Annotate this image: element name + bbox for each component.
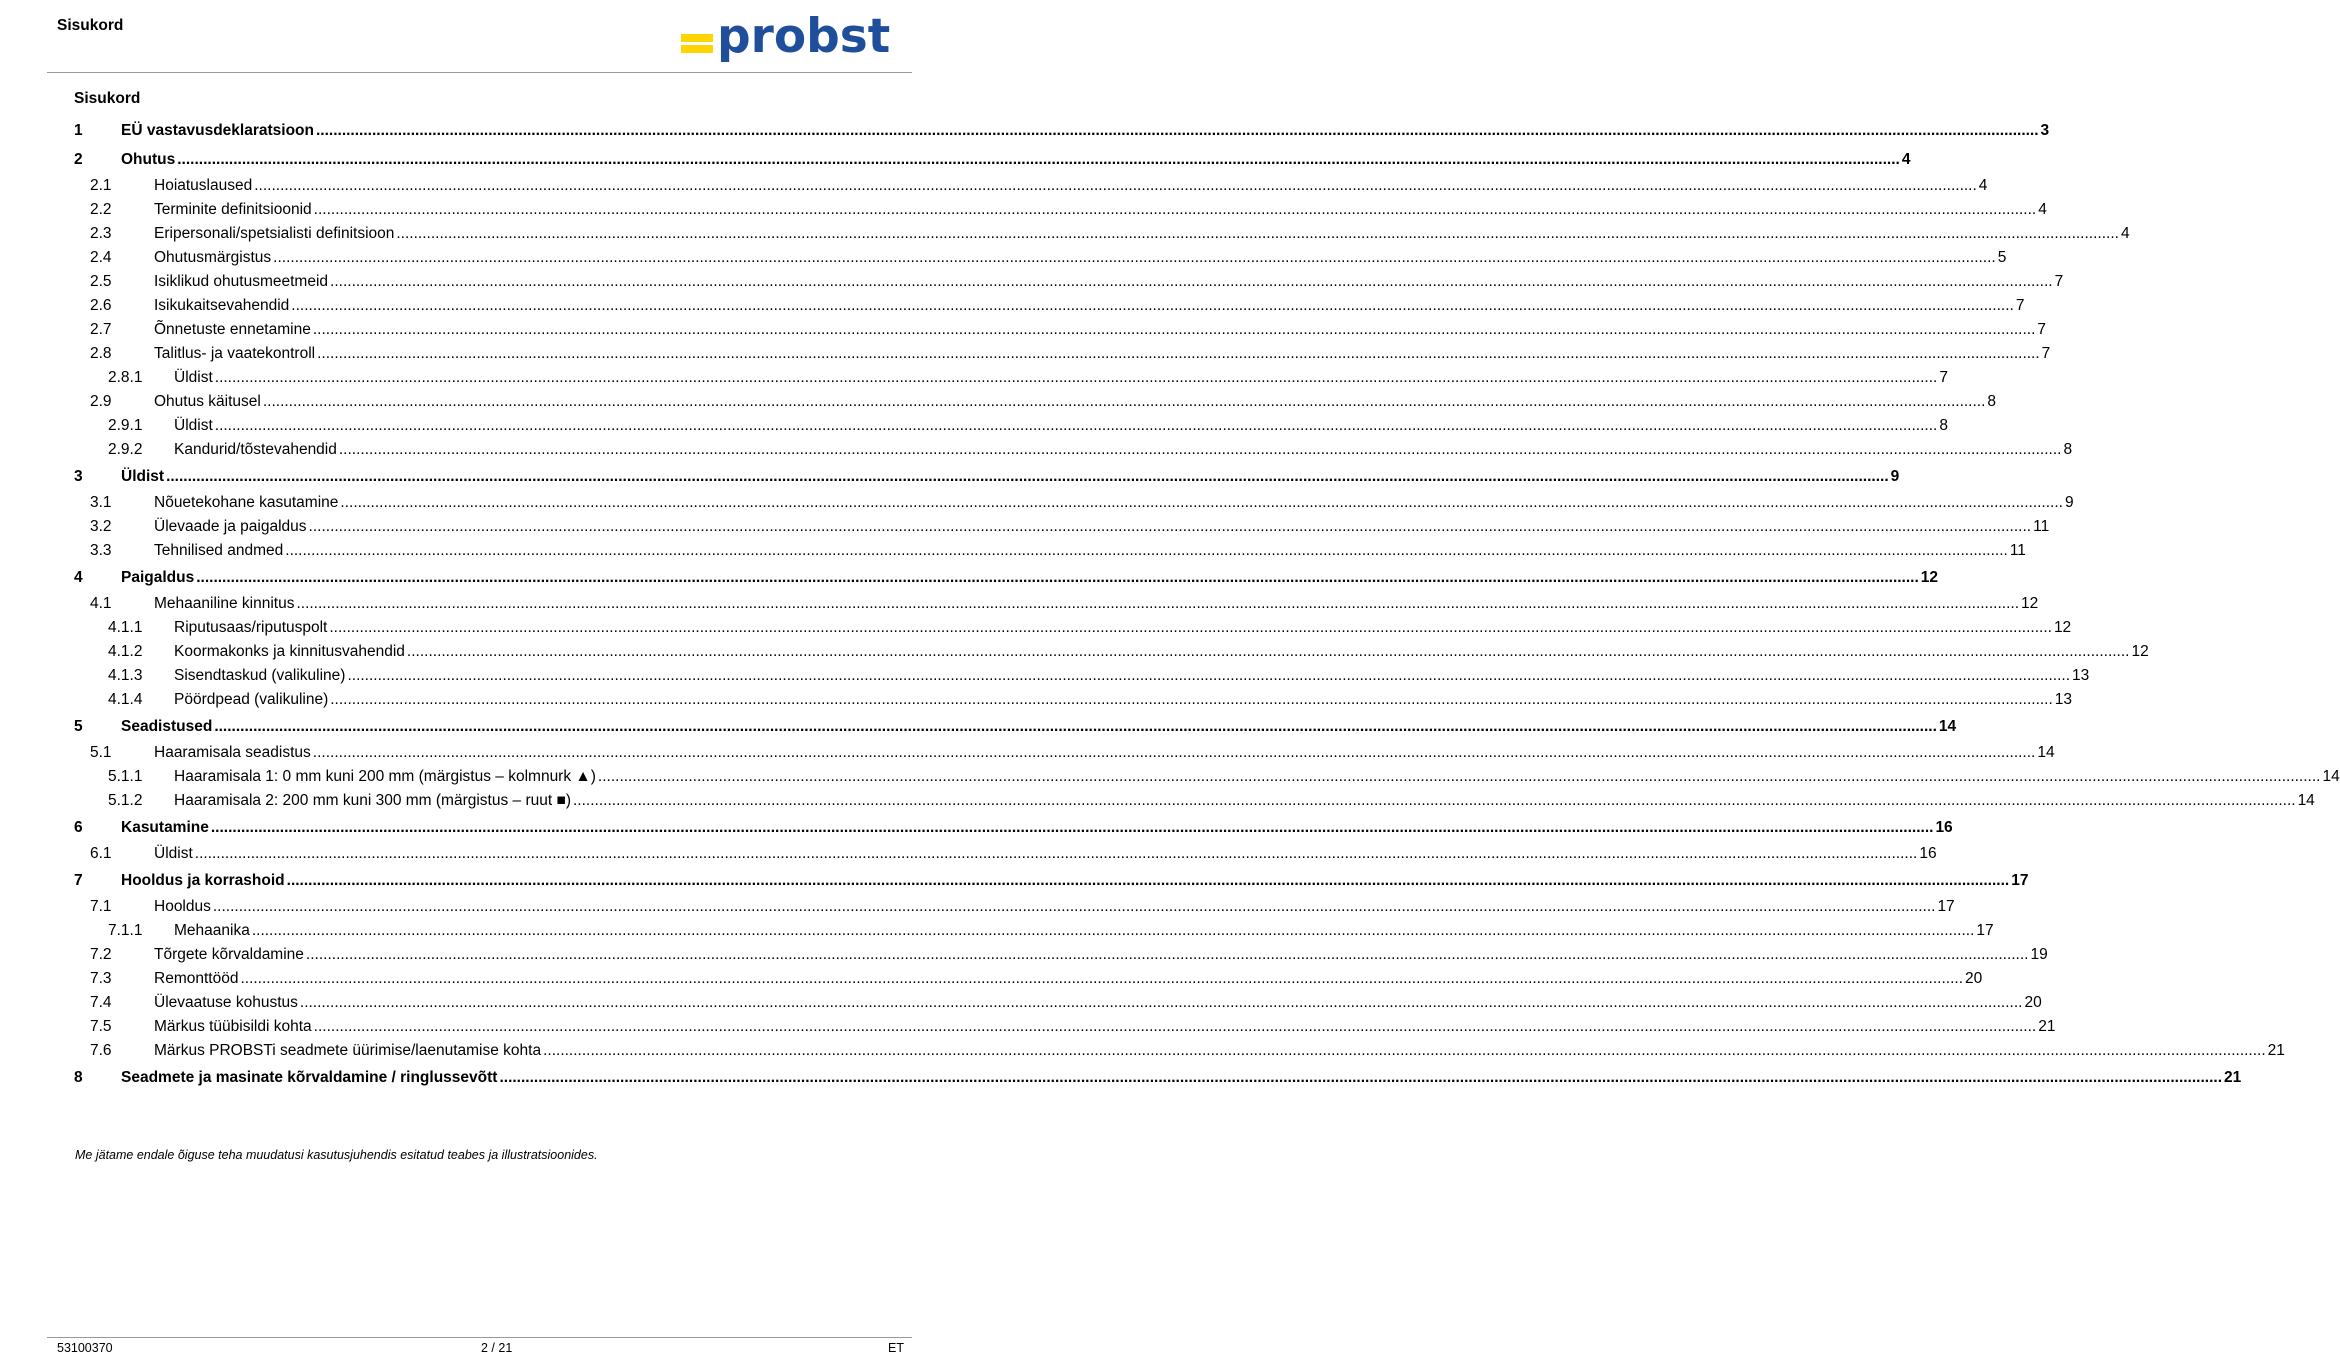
- toc-entry-leader: [174, 366, 1948, 390]
- toc-entry[interactable]: [74, 145, 1911, 174]
- toc-entry-page: 14: [1937, 712, 1956, 741]
- toc-entry-page: 8: [1985, 390, 1996, 414]
- toc-dot-leader: ................................................................................................................................................................................................................................................................................................................................................................................................................: [313, 1018, 2037, 1035]
- toc-entry-number: 2.6: [90, 297, 112, 314]
- toc-entry[interactable]: [74, 539, 2026, 563]
- toc-dot-leader: ................................................................................................................................................................................................................................................................................................................................................................................................................: [299, 994, 2023, 1011]
- toc-entry-number: 2.4: [90, 249, 112, 266]
- toc-entry-page: 5: [1996, 246, 2007, 270]
- toc-dot-leader: ................................................................................................................................................................................................................................................................................................................................................................................................................: [330, 691, 2053, 708]
- toc-dot-leader: ................................................................................................................................................................................................................................................................................................................................................................................................................: [543, 1042, 2266, 1059]
- toc-entry[interactable]: [74, 515, 2050, 539]
- toc-entry-page: 4: [1900, 145, 1911, 174]
- toc-entry[interactable]: [74, 592, 2039, 616]
- toc-entry-number: 4: [74, 569, 83, 586]
- toc-entry-title: Haaramisala 1: 0 mm kuni 200 mm (märgistus – kolmnurk ▲): [174, 765, 598, 789]
- toc-entry-page: 3: [2039, 116, 2050, 145]
- toc-entry-leader: [154, 318, 2047, 342]
- toc-entry-leader: [174, 919, 1994, 943]
- toc-dot-leader: ................................................................................................................................................................................................................................................................................................................................................................................................................: [254, 177, 1977, 194]
- toc-entry-page: 20: [2022, 991, 2041, 1015]
- toc-entry-number: 2.2: [90, 201, 112, 218]
- toc-entry-title: Nõuetekohane kasutamine: [154, 491, 340, 515]
- toc-entry-number: 2.3: [90, 225, 112, 242]
- disclaimer-note: Me jätame endale õiguse teha muudatusi kasutusjuhendis esitatud teabes ja illustratsioonides.: [75, 1148, 598, 1162]
- toc-entry[interactable]: [74, 813, 1953, 842]
- toc-entry-title: Kandurid/tõstevahendid: [174, 438, 339, 462]
- toc-entry-leader: [154, 943, 2048, 967]
- toc-entry-page: 12: [2019, 592, 2038, 616]
- toc-dot-leader: ................................................................................................................................................................................................................................................................................................................................................................................................................: [251, 922, 1975, 939]
- toc-entry-page: 21: [2036, 1015, 2055, 1039]
- toc-dot-leader: ................................................................................................................................................................................................................................................................................................................................................................................................................: [262, 393, 1986, 410]
- toc-dot-leader: ................................................................................................................................................................................................................................................................................................................................................................................................................: [308, 518, 2032, 535]
- toc-entry-number: 3: [74, 468, 83, 485]
- toc-entry-leader: [121, 116, 2050, 145]
- toc-dot-leader: ................................................................................................................................................................................................................................................................................................................................................................................................................: [210, 819, 1934, 836]
- toc-entry-leader: [121, 145, 1911, 174]
- toc-entry[interactable]: [74, 563, 1939, 592]
- toc-entry-page: 21: [2266, 1039, 2285, 1063]
- toc-entry[interactable]: [74, 943, 2048, 967]
- toc-entry[interactable]: [74, 712, 1957, 741]
- toc-entry[interactable]: [74, 342, 2051, 366]
- toc-entry-leader: [121, 866, 2029, 895]
- toc-entry-number: 2: [74, 151, 83, 168]
- toc-entry[interactable]: [74, 414, 1948, 438]
- toc-entry-title: Hoiatuslaused: [154, 174, 254, 198]
- toc-dot-leader: ................................................................................................................................................................................................................................................................................................................................................................................................................: [214, 369, 1938, 386]
- toc-entry-number: 7.5: [90, 1018, 112, 1035]
- toc-entry-number: 5.1.2: [108, 792, 143, 809]
- toc-entry-page: 12: [2129, 640, 2148, 664]
- toc-entry[interactable]: [74, 366, 1948, 390]
- toc-entry-title: Mehaanika: [174, 919, 252, 943]
- toc-entry-page: 7: [2053, 270, 2064, 294]
- toc-dot-leader: ................................................................................................................................................................................................................................................................................................................................................................................................................: [317, 345, 2040, 362]
- toc-entry-number: 7.1: [90, 898, 112, 915]
- toc-dot-leader: ................................................................................................................................................................................................................................................................................................................................................................................................................: [196, 569, 1919, 586]
- toc-entry-title: Riputusaas/riputuspolt: [174, 616, 329, 640]
- toc-entry-page: 4: [2119, 222, 2130, 246]
- toc-entry-leader: [154, 1039, 2285, 1063]
- toc-entry-number: 8: [74, 1069, 83, 1086]
- toc-entry-page: 8: [1937, 414, 1948, 438]
- toc-dot-leader: ................................................................................................................................................................................................................................................................................................................................................................................................................: [296, 595, 2020, 612]
- toc-entry[interactable]: [74, 664, 2090, 688]
- toc-entry-number: 5.1.1: [108, 768, 143, 785]
- toc-entry-number: 2.9: [90, 393, 112, 410]
- footer-language: ET: [888, 1341, 904, 1355]
- header-divider: [47, 72, 912, 73]
- toc-dot-leader: ................................................................................................................................................................................................................................................................................................................................................................................................................: [312, 744, 2036, 761]
- toc-entry-number: 2.5: [90, 273, 112, 290]
- toc-dot-leader: ................................................................................................................................................................................................................................................................................................................................................................................................................: [573, 792, 2296, 809]
- toc-entry-title: Haaramisala seadistus: [154, 741, 313, 765]
- toc-entry-number: 2.1: [90, 177, 112, 194]
- toc-entry[interactable]: [74, 491, 2074, 515]
- toc-entry-number: 2.8.1: [108, 369, 143, 386]
- toc-entry-title: Üldist: [174, 414, 215, 438]
- toc-entry-title: Õnnetuste ennetamine: [154, 318, 313, 342]
- toc-entry-title: Paigaldus: [121, 563, 196, 592]
- toc-entry-title: Mehaaniline kinnitus: [154, 592, 296, 616]
- toc-entry-page: 14: [2035, 741, 2054, 765]
- toc-dot-leader: ................................................................................................................................................................................................................................................................................................................................................................................................................: [273, 249, 1996, 266]
- toc-entry[interactable]: [74, 991, 2042, 1015]
- toc-dot-leader: ................................................................................................................................................................................................................................................................................................................................................................................................................: [214, 718, 1937, 735]
- toc-entry-title: Isiklikud ohutusmeetmeid: [154, 270, 330, 294]
- toc-entry-title: Seadmete ja masinate kõrvaldamine / ringlussevõtt: [121, 1063, 499, 1092]
- toc-dot-leader: ................................................................................................................................................................................................................................................................................................................................................................................................................: [338, 441, 2062, 458]
- toc-entry-number: 7: [74, 872, 83, 889]
- toc-entry-title: Tehnilised andmed: [154, 539, 285, 563]
- toc-entry-title: Terminite definitsioonid: [154, 198, 314, 222]
- toc-entry-leader: [154, 1015, 2056, 1039]
- toc-dot-leader: ................................................................................................................................................................................................................................................................................................................................................................................................................: [406, 643, 2130, 660]
- toc-entry-leader: [154, 991, 2042, 1015]
- toc-entry-leader: [174, 616, 2072, 640]
- toc-entry-number: 4.1.1: [108, 619, 143, 636]
- toc-entry-number: 7.3: [90, 970, 112, 987]
- toc-entry-leader: [154, 491, 2074, 515]
- toc-entry-title: EÜ vastavusdeklaratsioon: [121, 116, 316, 145]
- toc-entry-title: Märkus tüübisildi kohta: [154, 1015, 314, 1039]
- toc-entry-number: 7.6: [90, 1042, 112, 1059]
- toc-entry-leader: [154, 246, 2007, 270]
- toc-entry-page: 16: [1917, 842, 1936, 866]
- toc-entry-number: 1: [74, 122, 83, 139]
- toc-entry[interactable]: [74, 116, 2050, 145]
- toc-entry-page: 12: [1919, 563, 1938, 592]
- toc-entry[interactable]: [74, 866, 2029, 895]
- toc-entry-page: 9: [1889, 462, 1900, 491]
- toc-entry[interactable]: [74, 1015, 2056, 1039]
- toc-dot-leader: ................................................................................................................................................................................................................................................................................................................................................................................................................: [194, 845, 1918, 862]
- toc-entry-leader: [154, 198, 2047, 222]
- footer-divider: [47, 1337, 912, 1338]
- logo-text: probst: [717, 9, 891, 64]
- toc-entry-page: 13: [2070, 664, 2089, 688]
- toc-dot-leader: ................................................................................................................................................................................................................................................................................................................................................................................................................: [312, 321, 2036, 338]
- toc-dot-leader: ................................................................................................................................................................................................................................................................................................................................................................................................................: [177, 151, 1900, 168]
- toc-dot-leader: ................................................................................................................................................................................................................................................................................................................................................................................................................: [313, 201, 2037, 218]
- toc-entry-page: 21: [2222, 1063, 2241, 1092]
- toc-entry-leader: [121, 813, 1953, 842]
- toc-entry-leader: [154, 174, 1988, 198]
- toc-entry-title: Talitlus- ja vaatekontroll: [154, 342, 317, 366]
- toc-entry[interactable]: [74, 222, 2130, 246]
- toc-entry-page: 17: [2009, 866, 2028, 895]
- toc-entry-leader: [154, 967, 1983, 991]
- toc-entry-number: 2.7: [90, 321, 112, 338]
- toc-entry-page: 9: [2063, 491, 2074, 515]
- toc-entry-number: 4.1: [90, 595, 112, 612]
- toc-entry-page: 14: [2296, 789, 2315, 813]
- toc-entry[interactable]: [74, 765, 2340, 789]
- toc-entry-page: 16: [1933, 813, 1952, 842]
- toc-entry[interactable]: [74, 688, 2073, 712]
- logo-bar-top: [681, 34, 713, 42]
- toc-entry-page: 11: [2031, 515, 2049, 539]
- toc-entry[interactable]: [74, 174, 1988, 198]
- toc-entry-page: 4: [1977, 174, 1988, 198]
- logo-bar-bottom: [681, 45, 713, 53]
- toc-entry-page: 7: [2014, 294, 2025, 318]
- toc-entry[interactable]: [74, 842, 1937, 866]
- toc-entry-title: Remonttööd: [154, 967, 240, 991]
- toc-entry-number: 6.1: [90, 845, 112, 862]
- toc-entry-number: 2.8: [90, 345, 112, 362]
- toc-entry-number: 5.1: [90, 744, 112, 761]
- toc-entry-title: Koormakonks ja kinnitusvahendid: [174, 640, 407, 664]
- toc-entry-leader: [174, 789, 2315, 813]
- toc-dot-leader: ................................................................................................................................................................................................................................................................................................................................................................................................................: [305, 946, 2029, 963]
- toc-dot-leader: ................................................................................................................................................................................................................................................................................................................................................................................................................: [396, 225, 2119, 242]
- toc-dot-leader: ................................................................................................................................................................................................................................................................................................................................................................................................................: [286, 872, 2010, 889]
- toc-entry[interactable]: [74, 919, 1994, 943]
- toc-dot-leader: ................................................................................................................................................................................................................................................................................................................................................................................................................: [166, 468, 1889, 485]
- toc-entry-page: 12: [2052, 616, 2071, 640]
- toc-entry-leader: [121, 1063, 2242, 1092]
- toc-entry-leader: [154, 842, 1937, 866]
- toc-entry[interactable]: [74, 1039, 2285, 1063]
- toc-entry-page: 17: [1974, 919, 1993, 943]
- toc-dot-leader: ................................................................................................................................................................................................................................................................................................................................................................................................................: [499, 1069, 2223, 1086]
- toc-entry-number: 6: [74, 819, 83, 836]
- toc-dot-leader: ................................................................................................................................................................................................................................................................................................................................................................................................................: [597, 768, 2321, 785]
- toc-entry[interactable]: [74, 462, 1900, 491]
- toc-entry-leader: [154, 270, 2064, 294]
- toc-entry-title: Tõrgete kõrvaldamine: [154, 943, 306, 967]
- toc-entry-title: Haaramisala 2: 200 mm kuni 300 mm (märgistus – ruut ■): [174, 789, 573, 813]
- toc-heading: Sisukord: [74, 90, 141, 107]
- toc-dot-leader: ................................................................................................................................................................................................................................................................................................................................................................................................................: [214, 417, 1938, 434]
- toc-entry-number: 4.1.3: [108, 667, 143, 684]
- toc-entry[interactable]: [74, 318, 2047, 342]
- toc-entry[interactable]: [74, 616, 2072, 640]
- toc-entry[interactable]: [74, 390, 1997, 414]
- table-of-contents: [74, 116, 2340, 1092]
- toc-dot-leader: ................................................................................................................................................................................................................................................................................................................................................................................................................: [340, 494, 2063, 511]
- toc-entry[interactable]: [74, 294, 2025, 318]
- toc-dot-leader: ................................................................................................................................................................................................................................................................................................................................................................................................................: [315, 122, 2039, 139]
- toc-entry-page: 14: [2320, 765, 2339, 789]
- toc-entry-leader: [154, 390, 1997, 414]
- toc-entry[interactable]: [74, 438, 2073, 462]
- toc-entry[interactable]: [74, 1063, 2242, 1092]
- toc-entry-title: Üldist: [154, 842, 195, 866]
- toc-entry[interactable]: [74, 741, 2055, 765]
- toc-entry-page: 11: [2008, 539, 2026, 563]
- toc-entry-number: 4.1.4: [108, 691, 143, 708]
- probst-logo: [681, 9, 906, 71]
- toc-entry-leader: [154, 592, 2039, 616]
- toc-entry-title: Kasutamine: [121, 813, 211, 842]
- toc-entry-title: Märkus PROBSTi seadmete üürimise/laenutamise kohta: [154, 1039, 543, 1063]
- toc-entry-number: 2.9.1: [108, 417, 143, 434]
- footer-page-number: 2 / 21: [481, 1341, 513, 1355]
- toc-entry-page: 19: [2028, 943, 2047, 967]
- toc-entry-number: 7.4: [90, 994, 112, 1011]
- toc-entry[interactable]: [74, 967, 1983, 991]
- toc-entry-leader: [154, 294, 2025, 318]
- toc-entry[interactable]: [74, 640, 2149, 664]
- toc-entry-title: Ohutus: [121, 145, 177, 174]
- toc-entry-title: Seadistused: [121, 712, 214, 741]
- toc-entry-number: 3.3: [90, 542, 112, 559]
- toc-dot-leader: ................................................................................................................................................................................................................................................................................................................................................................................................................: [291, 297, 2014, 314]
- toc-entry-title: Sisendtaskud (valikuline): [174, 664, 347, 688]
- toc-entry-leader: [154, 741, 2055, 765]
- toc-entry-title: Hooldus: [154, 895, 213, 919]
- toc-entry-title: Isikukaitsevahendid: [154, 294, 291, 318]
- toc-entry-leader: [174, 664, 2090, 688]
- toc-entry-leader: [174, 688, 2073, 712]
- toc-entry-page: 7: [1937, 366, 1948, 390]
- toc-entry-number: 7.2: [90, 946, 112, 963]
- toc-entry-number: 4.1.2: [108, 643, 143, 660]
- page-header-title: Sisukord: [57, 17, 124, 34]
- toc-entry-leader: [154, 539, 2026, 563]
- toc-entry-title: Ülevaade ja paigaldus: [154, 515, 309, 539]
- toc-entry-leader: [174, 438, 2073, 462]
- toc-entry-title: Üldist: [174, 366, 215, 390]
- toc-dot-leader: ................................................................................................................................................................................................................................................................................................................................................................................................................: [347, 667, 2071, 684]
- toc-entry-leader: [154, 895, 1955, 919]
- toc-entry-page: 7: [2035, 318, 2046, 342]
- toc-entry[interactable]: [74, 246, 2007, 270]
- toc-dot-leader: ................................................................................................................................................................................................................................................................................................................................................................................................................: [285, 542, 2008, 559]
- toc-entry-title: Ohutus käitusel: [154, 390, 263, 414]
- toc-entry-title: Üldist: [121, 462, 166, 491]
- toc-entry-page: 20: [1963, 967, 1982, 991]
- toc-dot-leader: ................................................................................................................................................................................................................................................................................................................................................................................................................: [329, 619, 2052, 636]
- footer-doc-number: 53100370: [57, 1341, 113, 1355]
- toc-entry-number: 3.2: [90, 518, 112, 535]
- toc-entry-page: 17: [1935, 895, 1954, 919]
- toc-entry-title: Ohutusmärgistus: [154, 246, 273, 270]
- toc-entry-number: 7.1.1: [108, 922, 143, 939]
- toc-entry-page: 7: [2040, 342, 2051, 366]
- toc-entry-title: Hooldus ja korrashoid: [121, 866, 287, 895]
- toc-dot-leader: ................................................................................................................................................................................................................................................................................................................................................................................................................: [240, 970, 1964, 987]
- toc-entry-page: 8: [2061, 438, 2072, 462]
- toc-entry[interactable]: [74, 198, 2047, 222]
- toc-entry[interactable]: [74, 270, 2064, 294]
- toc-entry-leader: [121, 462, 1900, 491]
- toc-entry-leader: [174, 414, 1948, 438]
- toc-entry-leader: [154, 222, 2130, 246]
- toc-entry-leader: [174, 765, 2340, 789]
- toc-entry-page: 13: [2053, 688, 2072, 712]
- toc-entry-title: Pöördpead (valikuline): [174, 688, 330, 712]
- toc-entry-number: 3.1: [90, 494, 112, 511]
- toc-entry-page: 4: [2036, 198, 2047, 222]
- toc-entry-title: Eripersonali/spetsialisti definitsioon: [154, 222, 396, 246]
- toc-dot-leader: ................................................................................................................................................................................................................................................................................................................................................................................................................: [212, 898, 1936, 915]
- toc-entry-title: Ülevaatuse kohustus: [154, 991, 300, 1015]
- toc-entry[interactable]: [74, 895, 1955, 919]
- toc-entry[interactable]: [74, 789, 2315, 813]
- toc-entry-number: 2.9.2: [108, 441, 143, 458]
- toc-entry-number: 5: [74, 718, 83, 735]
- toc-entry-leader: [154, 515, 2050, 539]
- toc-entry-leader: [174, 640, 2149, 664]
- toc-dot-leader: ................................................................................................................................................................................................................................................................................................................................................................................................................: [330, 273, 2053, 290]
- toc-entry-leader: [154, 342, 2051, 366]
- toc-entry-leader: [121, 563, 1939, 592]
- toc-entry-leader: [121, 712, 1957, 741]
